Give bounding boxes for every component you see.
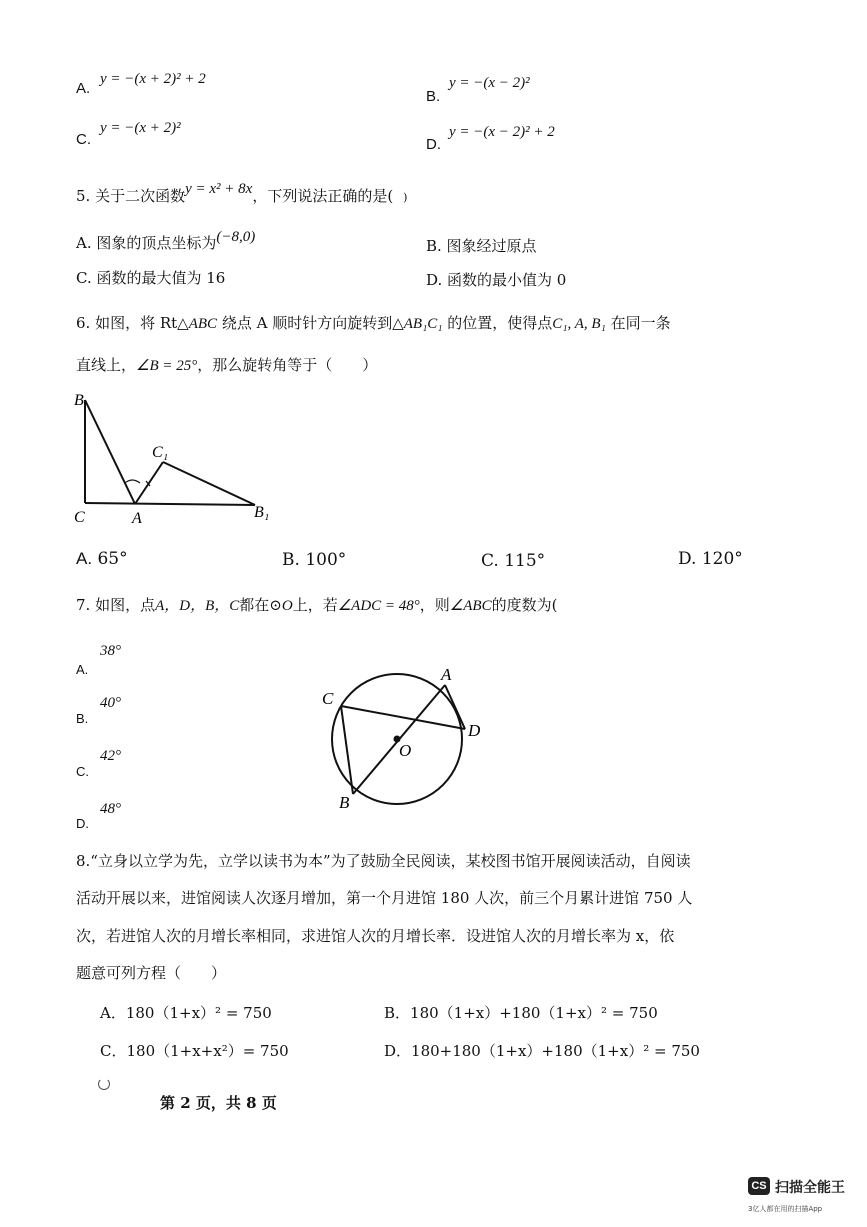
q7-label-c: C <box>322 689 334 708</box>
q6-label-b1: B₁ <box>254 504 270 521</box>
q6-label-c: C <box>74 509 85 525</box>
q7-option-c-label: C. <box>76 764 89 779</box>
q7-circle-figure <box>315 662 495 812</box>
q6-label-a: A <box>132 510 142 525</box>
q8-option-d: D．180+180（1+x）+180（1+x）² = 750 <box>384 1042 700 1060</box>
q7-label-b: B <box>339 793 350 812</box>
q8-option-b: B．180（1+x）+180（1+x）² = 750 <box>384 1004 658 1022</box>
q7-label-a: A <box>441 665 452 684</box>
q4-option-b-label: B. <box>426 88 441 105</box>
q4-option-a-label: A. <box>76 80 91 97</box>
q8-stem-line-2: 活动开展以来，进馆阅读人次逐月增加，第一个月进馆 180 人次，前三个月累计进馆 750 人 <box>76 889 693 907</box>
camscanner-name: 扫描全能王 <box>775 1180 845 1196</box>
q5-option-c: C. 函数的最大值为 16 <box>76 269 226 287</box>
q5-option-d: D. 函数的最小值为 0 <box>426 271 567 289</box>
q7-option-b-value: 40° <box>100 695 121 711</box>
q7-option-a-value: 38° <box>100 643 121 659</box>
q6-option-d: D. 120° <box>678 549 743 569</box>
q7-label-o: O <box>399 741 412 760</box>
q7-option-c-value: 42° <box>100 748 121 764</box>
scan-artifact <box>98 1078 110 1090</box>
q6-label-c1: C₁ <box>152 444 169 461</box>
q4-option-a-expression: y = −(x + 2)² + 2 <box>100 71 206 87</box>
q6-stem-line-1: 6. 如图，将 Rt△ABC 绕点 A 顺时针方向旋转到△AB₁C₁ 的位置，使得点C₁, A, B₁ 在同一条 <box>76 314 671 332</box>
camscanner-logo: CS <box>748 1177 770 1195</box>
q6-option-b: B. 100° <box>282 550 347 570</box>
q4-option-c-expression: y = −(x + 2)² <box>100 120 181 136</box>
q6-angle-arc <box>125 480 140 483</box>
page-number-footer: 第 2 页，共 8 页 <box>160 1094 277 1112</box>
q5-stem: 5. 关于二次函数y = x² + 8x，下列说法正确的是( ) <box>76 181 408 205</box>
q7-label-d: D <box>468 721 481 740</box>
q6-side-c1b1 <box>163 462 255 505</box>
q6-label-b: B <box>74 392 84 409</box>
q5-function-expression: y = x² + 8x <box>185 181 253 197</box>
q7-option-a-label: A. <box>76 662 89 677</box>
q7-option-b-label: B. <box>76 711 89 726</box>
camscanner-tagline: 3亿人都在用的扫描App <box>748 1205 823 1213</box>
q4-option-c-label: C. <box>76 131 91 148</box>
q8-stem-line-1: 8.“立身以立学为先，立学以读书为本”为了鼓励全民阅读，某校图书馆开展阅读活动，自阅读 <box>76 852 691 870</box>
q4-option-d-expression: y = −(x − 2)² + 2 <box>449 124 555 140</box>
q7-chord-cd <box>341 706 465 729</box>
q7-stem: 7. 如图，点A，D，B，C都在⊙O上，若∠ADC = 48°，则∠ABC的度数为( <box>76 596 558 614</box>
q7-chord-ad <box>445 685 465 729</box>
q6-option-c: C. 115° <box>481 551 546 571</box>
q8-stem-line-3: 次，若进馆人次的月增长率相同，求进馆人次的月增长率．设进馆人次的月增长率为 x，依 <box>76 927 675 945</box>
q7-option-d-value: 48° <box>100 801 121 817</box>
q6-stem-line-2: 直线上，∠B = 25°，那么旋转角等于（ ） <box>76 356 378 374</box>
q8-stem-line-4: 题意可列方程（ ） <box>76 964 227 982</box>
q8-option-c: C．180（1+x+x²）= 750 <box>100 1042 289 1060</box>
q6-triangle-figure <box>70 385 290 525</box>
q4-option-d-label: D. <box>426 136 441 153</box>
q6-line-cb1 <box>85 503 255 505</box>
q4-option-b-expression: y = −(x − 2)² <box>449 75 530 91</box>
q6-side-ba <box>85 400 135 504</box>
q5-option-b: B. 图象经过原点 <box>426 237 537 255</box>
q7-option-d-label: D. <box>76 816 89 831</box>
q5-option-a: A. 图象的顶点坐标为(−8,0) <box>76 229 256 252</box>
q8-option-a: A．180（1+x）² = 750 <box>100 1004 272 1022</box>
q6-option-a: A. 65° <box>76 549 128 569</box>
